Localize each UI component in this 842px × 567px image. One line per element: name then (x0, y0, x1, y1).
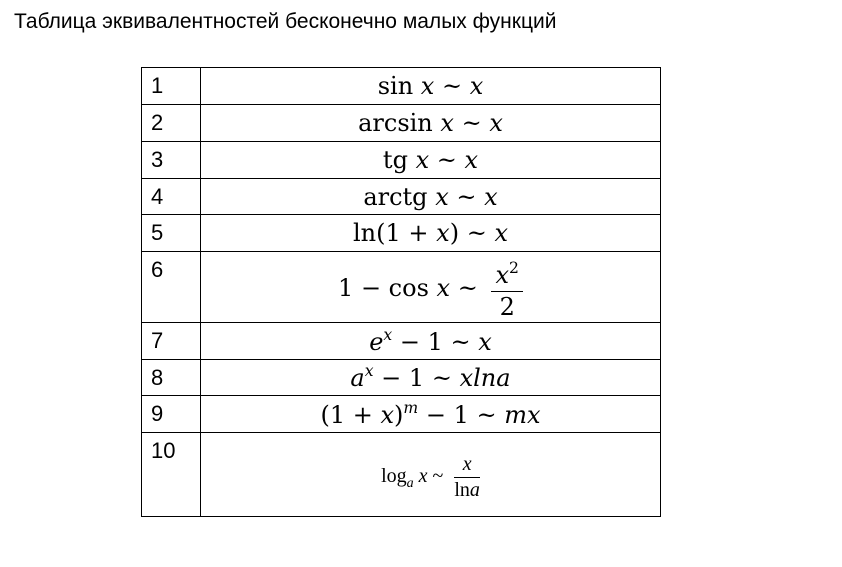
denominator-var: a (469, 479, 480, 501)
lhs-prefix: ln(1 + (353, 219, 437, 247)
rhs: xlna (459, 364, 511, 393)
lhs-prefix: (1 + (320, 401, 381, 430)
log-formula (381, 453, 480, 501)
formula-cell (201, 68, 661, 105)
exponent: x (383, 325, 393, 344)
row-number: 8 (142, 360, 201, 396)
exponent: x (364, 362, 374, 381)
function-name: log (381, 465, 407, 488)
formula-cell (201, 252, 661, 323)
equiv-sign: ~ (441, 72, 463, 100)
table-row (142, 68, 661, 105)
variable: x (440, 109, 454, 137)
variable: x (415, 146, 430, 174)
variable: x (435, 182, 449, 211)
minus-one: − 1 (399, 328, 443, 357)
table-row (142, 142, 661, 179)
variable: x (420, 72, 435, 100)
variable: x (436, 274, 451, 303)
function-name: arctg (363, 182, 428, 211)
formula-cell (201, 179, 661, 215)
fraction-denominator (454, 478, 480, 502)
formula-cell (201, 360, 661, 396)
fraction (491, 259, 522, 320)
page-title: Таблица эквивалентностей бесконечно малых функций (14, 10, 557, 33)
equiv-sign: ~ (457, 274, 478, 303)
equiv-sign: ~ (432, 465, 444, 488)
fraction-numerator: x (454, 453, 480, 478)
exponent: 2 (509, 259, 519, 278)
equiv-sign: ~ (456, 182, 477, 211)
table-row (142, 105, 661, 142)
table-row (142, 323, 661, 360)
equivalence-table (141, 67, 661, 517)
equiv-sign: ~ (431, 364, 452, 393)
rhs: x (464, 146, 479, 174)
row-number: 7 (142, 323, 201, 360)
row-number: 10 (142, 433, 201, 517)
row-number: 5 (142, 215, 201, 252)
function-name: sin (377, 72, 414, 100)
table-row (142, 396, 661, 433)
fraction (454, 453, 480, 502)
base: e (369, 328, 384, 357)
formula-cell (201, 433, 661, 517)
formula-cell (201, 215, 661, 252)
rhs: x (469, 72, 484, 100)
exponent: m (403, 398, 419, 417)
lhs-prefix: 1 − cos (338, 274, 429, 303)
denominator-fn: ln (454, 479, 470, 501)
row-number: 4 (142, 179, 201, 215)
equiv-sign: ~ (450, 328, 471, 357)
variable: x (380, 401, 395, 430)
formula-cell (201, 105, 661, 142)
formula-cell (201, 396, 661, 433)
row-number: 9 (142, 396, 201, 433)
lhs-suffix: ) (449, 219, 460, 247)
equiv-sign: ~ (436, 146, 457, 174)
row-number: 1 (142, 68, 201, 105)
equiv-sign: ~ (466, 219, 487, 247)
rhs: x (484, 182, 498, 211)
table-row (142, 215, 661, 252)
row-number: 2 (142, 105, 201, 142)
rhs: x (494, 219, 508, 247)
variable: x (418, 465, 428, 488)
table-row (142, 179, 661, 215)
log-base: a (406, 475, 414, 491)
equiv-sign: ~ (461, 109, 482, 137)
function-name: arcsin (358, 109, 433, 137)
formula-cell (201, 142, 661, 179)
minus-one: − 1 (381, 364, 425, 393)
equiv-sign: ~ (476, 401, 497, 430)
table-row (142, 252, 661, 323)
table-row (142, 433, 661, 517)
row-number: 3 (142, 142, 201, 179)
numerator-var: x (495, 261, 510, 290)
variable: x (436, 219, 450, 247)
fraction-numerator (491, 259, 522, 291)
base: a (350, 364, 365, 393)
formula-cell (201, 323, 661, 360)
row-number: 6 (142, 252, 201, 323)
table-row (142, 360, 661, 396)
rhs: x (489, 109, 503, 137)
fraction-denominator: 2 (499, 292, 515, 321)
rhs: mx (504, 401, 541, 430)
lhs-suffix: ) (394, 401, 404, 430)
rhs: x (478, 328, 492, 357)
function-name: tg (382, 146, 408, 174)
minus-one: − 1 (425, 401, 469, 430)
